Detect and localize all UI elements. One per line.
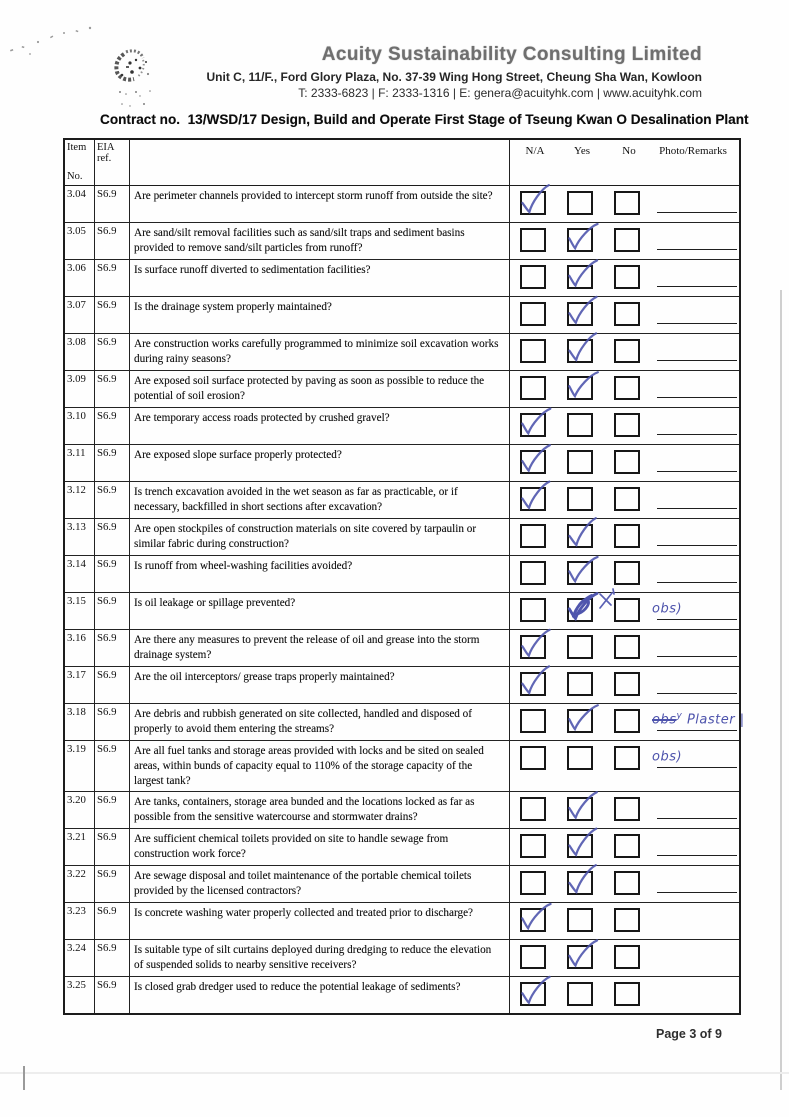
eia-ref: S6.9 (95, 630, 130, 666)
yes-checkbox[interactable] (567, 413, 593, 437)
check-mark-icon (563, 331, 601, 367)
no-checkbox[interactable] (614, 302, 640, 326)
check-mark-icon (516, 183, 554, 219)
eia-ref: S6.9 (95, 186, 130, 222)
letterhead (180, 44, 702, 100)
yes-checkbox[interactable] (567, 524, 593, 548)
question-text: Is oil leakage or spillage prevented? (130, 593, 510, 629)
no-checkbox[interactable] (614, 635, 640, 659)
na-checkbox[interactable] (520, 635, 546, 659)
yes-checkbox[interactable] (567, 487, 593, 511)
no-checkbox[interactable] (614, 487, 640, 511)
no-header-label: No (622, 145, 636, 157)
yes-checkbox[interactable] (567, 450, 593, 474)
table-row (65, 407, 739, 444)
remarks-line[interactable] (657, 712, 737, 731)
no-checkbox[interactable] (614, 228, 640, 252)
item-no-header (65, 140, 95, 185)
check-mark-icon (517, 443, 553, 477)
item-no: 3.09 (65, 371, 95, 407)
eia-ref: S6.9 (95, 408, 130, 444)
item-no: 3.22 (65, 866, 95, 902)
yes-checkbox[interactable] (567, 834, 593, 858)
question-text: Are there any measures to prevent the release of oil and grease into the storm drainage system? (130, 630, 510, 666)
question-text: Is surface runoff diverted to sedimentation facilities? (130, 260, 510, 296)
question-text: Is closed grab dredger used to reduce the potential leakage of sediments? (130, 977, 510, 1013)
item-no: 3.07 (65, 297, 95, 333)
answer-cell (510, 741, 739, 791)
eia-ref: S6.9 (95, 977, 130, 1013)
eia-ref: S6.9 (95, 482, 130, 518)
question-text: Are the oil interceptors/ grease traps properly maintained? (130, 667, 510, 703)
na-checkbox[interactable] (520, 561, 546, 585)
question-text: Are sewage disposal and toilet maintenance of the portable chemical toilets provided by the licensed contractors? (130, 866, 510, 902)
item-no: 3.17 (65, 667, 95, 703)
no-checkbox[interactable] (614, 376, 640, 400)
answer-cell (510, 297, 739, 333)
remark-struck-text: obs (652, 712, 677, 728)
company-name: Acuity Sustainability Consulting Limited (321, 44, 702, 65)
check-mark-icon (516, 664, 554, 700)
table-row (65, 333, 739, 370)
no-checkbox[interactable] (614, 191, 640, 215)
eia-ref: S6.9 (95, 829, 130, 865)
no-checkbox[interactable] (614, 339, 640, 363)
item-no: 3.19 (65, 741, 95, 791)
yes-checkbox[interactable] (567, 339, 593, 363)
eia-ref: S6.9 (95, 445, 130, 481)
check-mark-icon (516, 479, 553, 514)
yes-checkbox[interactable] (567, 672, 593, 696)
answer-cell (510, 903, 739, 939)
na-checkbox[interactable] (520, 672, 546, 696)
yes-checkbox[interactable] (567, 598, 593, 622)
answer-cell (510, 866, 739, 902)
question-text: Are open stockpiles of construction materials on site covered by tarpaulin or similar fabric during construction? (130, 519, 510, 555)
check-mark-icon (564, 790, 600, 824)
question-text: Is concrete washing water properly collected and treated prior to discharge? (130, 903, 510, 939)
remarks-line[interactable] (657, 638, 737, 657)
table-row (65, 296, 739, 333)
answer-cell (510, 334, 739, 370)
table-row (65, 629, 739, 666)
no-checkbox[interactable] (614, 797, 640, 821)
table-row (65, 592, 739, 629)
eia-ref: S6.9 (95, 593, 130, 629)
scan-speckle-marks (0, 20, 120, 80)
question-text: Are perimeter channels provided to intercept storm runoff from outside the site? (130, 186, 510, 222)
remark-superscript: y (676, 711, 683, 721)
table-row (65, 703, 745, 740)
item-no: 3.24 (65, 940, 95, 976)
yes-checkbox[interactable] (567, 797, 593, 821)
remarks-line[interactable] (657, 490, 737, 509)
no-checkbox[interactable] (614, 709, 640, 733)
no-checkbox[interactable] (614, 598, 640, 622)
item-no: 3.15 (65, 593, 95, 629)
eia-ref: S6.9 (95, 940, 130, 976)
question-text: Are all fuel tanks and storage areas provided with locks and be sited on sealed areas, within bunds of capacity equal to 110% of the storage capacity of the largest tank? (130, 741, 510, 791)
remarks-line[interactable] (657, 453, 737, 472)
remark-text: obs) (652, 601, 683, 617)
item-no: 3.21 (65, 829, 95, 865)
answer-cell (510, 519, 739, 555)
no-checkbox[interactable] (614, 834, 640, 858)
eia-ref: S6.9 (95, 223, 130, 259)
check-mark-icon (564, 295, 601, 330)
yes-checkbox[interactable] (567, 746, 593, 770)
remarks-line[interactable] (657, 268, 737, 287)
table-row (65, 791, 739, 828)
check-mark-icon (517, 975, 554, 1010)
eia-ref: S6.9 (95, 260, 130, 296)
no-checkbox[interactable] (614, 908, 640, 932)
check-mark-icon (516, 900, 554, 936)
scan-mark (23, 1066, 25, 1090)
na-checkbox[interactable] (520, 908, 546, 932)
remarks-line[interactable] (657, 837, 737, 856)
na-checkbox[interactable] (520, 834, 546, 858)
no-checkbox[interactable] (614, 450, 640, 474)
yes-checkbox[interactable] (567, 709, 593, 733)
no-checkbox[interactable] (614, 982, 640, 1006)
page-number: Page 3 of 9 (656, 1027, 722, 1041)
item-no: 3.05 (65, 223, 95, 259)
photo-remarks-header-label: Photo/Remarks (659, 145, 727, 157)
check-mark-icon (564, 938, 601, 973)
answer-cell (510, 556, 739, 592)
answer-cell (510, 593, 739, 629)
answer-cell (510, 829, 739, 865)
remarks-line[interactable] (657, 601, 737, 620)
item-no: 3.11 (65, 445, 95, 481)
na-checkbox[interactable] (520, 339, 546, 363)
answer-cell (510, 630, 739, 666)
na-checkbox[interactable] (520, 228, 546, 252)
table-row (65, 444, 739, 481)
item-no: 3.06 (65, 260, 95, 296)
table-row (65, 740, 739, 791)
question-text: Is trench excavation avoided in the wet season as far as practicable, or if necessary, backfilled in short sections after excavation? (130, 482, 510, 518)
contract-title: Contract no. 13/WSD/17 Design, Build and Operate First Stage of Tseung Kwan O Desalination Plant (100, 112, 749, 127)
na-checkbox[interactable] (520, 487, 546, 511)
question-text: Is the drainage system properly maintained? (130, 297, 510, 333)
na-checkbox[interactable] (520, 746, 546, 770)
ink-cross-mark (597, 588, 617, 612)
table-row (65, 976, 739, 1013)
na-checkbox[interactable] (520, 413, 546, 437)
question-text: Are construction works carefully programmed to minimize soil excavation works during rainy seasons? (130, 334, 510, 370)
remarks-line[interactable] (657, 874, 737, 893)
table-header-row (65, 140, 739, 186)
remarks-line[interactable] (657, 527, 737, 546)
answer-cell (510, 371, 739, 407)
question-text: Is suitable type of silt curtains deployed during dredging to reduce the elevation of suspended solids to nearby sensitive receivers? (130, 940, 510, 976)
table-row (65, 939, 739, 976)
item-no: 3.14 (65, 556, 95, 592)
no-checkbox[interactable] (614, 413, 640, 437)
question-text: Are sufficient chemical toilets provided on site to handle sewage from construction work force? (130, 829, 510, 865)
yes-checkbox[interactable] (567, 871, 593, 895)
table-row (65, 259, 739, 296)
check-mark-icon (563, 516, 601, 552)
answers-header (510, 140, 739, 185)
item-no: 3.25 (65, 977, 95, 1013)
remark-text: Plaster | (686, 712, 745, 728)
check-mark-icon (564, 591, 601, 626)
yes-header-label: Yes (573, 145, 590, 157)
checklist-table (63, 138, 745, 1015)
eia-ref: S6.9 (95, 704, 130, 740)
yes-checkbox[interactable] (567, 945, 593, 969)
company-logo-stamp (110, 48, 160, 119)
remarks-line[interactable] (657, 749, 737, 768)
question-text: Are temporary access roads protected by crushed gravel? (130, 408, 510, 444)
check-mark-icon (563, 701, 601, 737)
remark-text: obs) (652, 749, 683, 765)
no-checkbox[interactable] (614, 945, 640, 969)
remarks-line[interactable] (657, 800, 737, 819)
na-checkbox[interactable] (520, 265, 546, 289)
item-no: 3.23 (65, 903, 95, 939)
na-checkbox[interactable] (520, 376, 546, 400)
question-text: Are sand/silt removal facilities such as sand/silt traps and sediment basins provided to remove sand/silt particles from runoff? (130, 223, 510, 259)
remarks-line[interactable] (657, 564, 737, 583)
yes-checkbox[interactable] (567, 908, 593, 932)
scan-fold-line (0, 1072, 789, 1074)
yes-checkbox[interactable] (567, 228, 593, 252)
eia-ref: S6.9 (95, 334, 130, 370)
check-mark-icon (563, 826, 600, 861)
no-header-label: No. (67, 171, 83, 182)
table-row (65, 902, 739, 939)
eia-ref-header: EIA ref. (95, 140, 130, 185)
item-no: 3.08 (65, 334, 95, 370)
item-no: 3.20 (65, 792, 95, 828)
question-header (130, 140, 510, 185)
remarks-line[interactable] (657, 379, 737, 398)
no-checkbox[interactable] (614, 871, 640, 895)
question-text: Are tanks, containers, storage area bunded and the locations locked as far as possible from the sensitive watercourse and stormwater drains? (130, 792, 510, 828)
remarks-line[interactable] (657, 416, 737, 435)
remarks-line[interactable] (657, 305, 737, 324)
na-checkbox[interactable] (520, 797, 546, 821)
table-row (65, 186, 739, 222)
eia-ref: S6.9 (95, 519, 130, 555)
na-checkbox[interactable] (520, 524, 546, 548)
answer-cell (510, 977, 739, 1013)
table-row (65, 555, 739, 592)
check-mark-icon (563, 553, 601, 589)
eia-ref: S6.9 (95, 866, 130, 902)
no-checkbox[interactable] (614, 524, 640, 548)
item-no: 3.18 (65, 704, 95, 740)
yes-checkbox[interactable] (567, 561, 593, 585)
answer-cell (510, 445, 739, 481)
item-no: 3.12 (65, 482, 95, 518)
remarks-line[interactable] (657, 675, 737, 694)
company-contacts: T: 2333-6823 | F: 2333-1316 | E: genera@acuityhk.com | www.acuityhk.com (298, 86, 702, 100)
eia-ref: S6.9 (95, 556, 130, 592)
table-row (65, 370, 739, 407)
table-row (65, 518, 739, 555)
table-row (65, 481, 739, 518)
item-no: 3.16 (65, 630, 95, 666)
check-mark-icon (563, 220, 601, 256)
eia-ref: S6.9 (95, 792, 130, 828)
na-checkbox[interactable] (520, 450, 546, 474)
na-checkbox[interactable] (520, 871, 546, 895)
table-row (65, 222, 739, 259)
na-checkbox[interactable] (520, 982, 546, 1006)
remarks-line[interactable] (657, 194, 737, 213)
eia-ref: S6.9 (95, 903, 130, 939)
yes-checkbox[interactable] (567, 376, 593, 400)
na-checkbox[interactable] (520, 302, 546, 326)
yes-checkbox[interactable] (567, 302, 593, 326)
item-no: 3.13 (65, 519, 95, 555)
remarks-line[interactable] (657, 342, 737, 361)
table-row (65, 828, 739, 865)
check-mark-icon (564, 258, 601, 293)
item-header-label: Item (67, 142, 87, 153)
answer-cell (510, 223, 739, 259)
yes-checkbox[interactable] (567, 265, 593, 289)
question-text: Is runoff from wheel-washing facilities avoided? (130, 556, 510, 592)
question-text: Are exposed slope surface properly protected? (130, 445, 510, 481)
answer-cell (510, 667, 739, 703)
eia-ref: S6.9 (95, 371, 130, 407)
check-mark-icon (563, 368, 601, 404)
no-checkbox[interactable] (614, 746, 640, 770)
na-header-label: N/A (525, 145, 545, 157)
no-checkbox[interactable] (614, 265, 640, 289)
remarks-line[interactable] (657, 231, 737, 250)
yes-checkbox[interactable] (567, 635, 593, 659)
no-checkbox[interactable] (614, 561, 640, 585)
checklist-rows (65, 186, 745, 1013)
answer-cell (510, 704, 745, 740)
answer-cell (510, 792, 739, 828)
na-checkbox[interactable] (520, 945, 546, 969)
check-mark-icon (517, 628, 554, 663)
eia-ref: S6.9 (95, 741, 130, 791)
na-checkbox[interactable] (520, 709, 546, 733)
check-mark-icon (516, 405, 553, 440)
answer-cell (510, 186, 739, 222)
na-checkbox[interactable] (520, 598, 546, 622)
answer-cell (510, 408, 739, 444)
yes-checkbox[interactable] (567, 982, 593, 1006)
table-row (65, 666, 739, 703)
answer-cell (510, 482, 739, 518)
eia-ref: S6.9 (95, 297, 130, 333)
answer-cell (510, 260, 739, 296)
eia-ref: S6.9 (95, 667, 130, 703)
question-text: Are exposed soil surface protected by paving as soon as possible to reduce the potential of soil erosion? (130, 371, 510, 407)
scan-edge-line (780, 290, 782, 1090)
no-checkbox[interactable] (614, 672, 640, 696)
item-no: 3.10 (65, 408, 95, 444)
item-no: 3.04 (65, 186, 95, 222)
yes-checkbox[interactable] (567, 191, 593, 215)
answer-cell (510, 940, 739, 976)
company-address: Unit C, 11/F., Ford Glory Plaza, No. 37-39 Wing Hong Street, Cheung Sha Wan, Kowloon (206, 70, 702, 84)
question-text: Are debris and rubbish generated on site collected, handled and disposed of properly to avoid them entering the streams? (130, 704, 510, 740)
na-checkbox[interactable] (520, 191, 546, 215)
check-mark-icon (563, 863, 601, 899)
table-row (65, 865, 739, 902)
